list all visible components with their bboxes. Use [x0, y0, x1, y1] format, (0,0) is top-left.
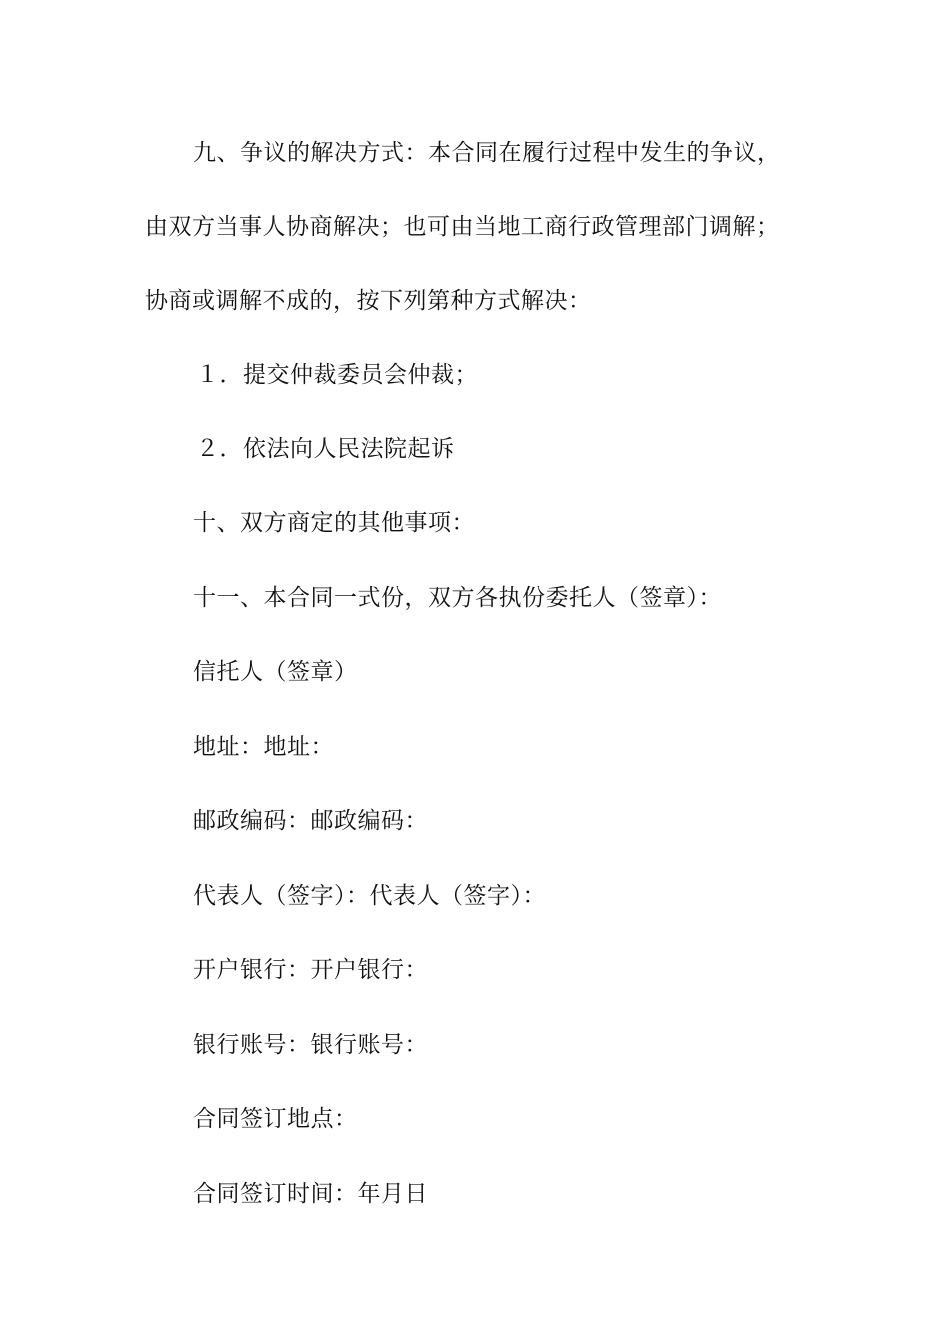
option-2-litigation: ２．依法向人民法院起诉: [196, 436, 455, 462]
trustee-signature: 信托人（签章）: [193, 659, 358, 685]
signing-place-field: 合同签订地点：: [193, 1106, 358, 1132]
option-1-arbitration: １．提交仲裁委员会仲裁；: [196, 362, 478, 388]
representative-signature-field: 代表人（签字）：代表人（签字）：: [193, 883, 546, 909]
clause-nine-dispute-resolution: 九、争议的解决方式：本合同在履行过程中发生的争议，: [193, 140, 781, 166]
clause-ten-other-matters: 十、双方商定的其他事项：: [193, 510, 475, 536]
postal-code-field: 邮政编码：邮政编码：: [193, 808, 428, 834]
bank-name-field: 开户银行：开户银行：: [193, 957, 428, 983]
signing-date-field: 合同签订时间：年月日: [193, 1181, 428, 1207]
clause-nine-continuation-2: 协商或调解不成的，按下列第种方式解决：: [145, 288, 592, 314]
clause-eleven-copies: 十一、本合同一式份，双方各执份委托人（签章）：: [193, 585, 722, 611]
address-field: 地址：地址：: [193, 734, 334, 760]
bank-account-field: 银行账号：银行账号：: [193, 1032, 428, 1058]
clause-nine-continuation-1: 由双方当事人协商解决；也可由当地工商行政管理部门调解；: [145, 214, 780, 240]
